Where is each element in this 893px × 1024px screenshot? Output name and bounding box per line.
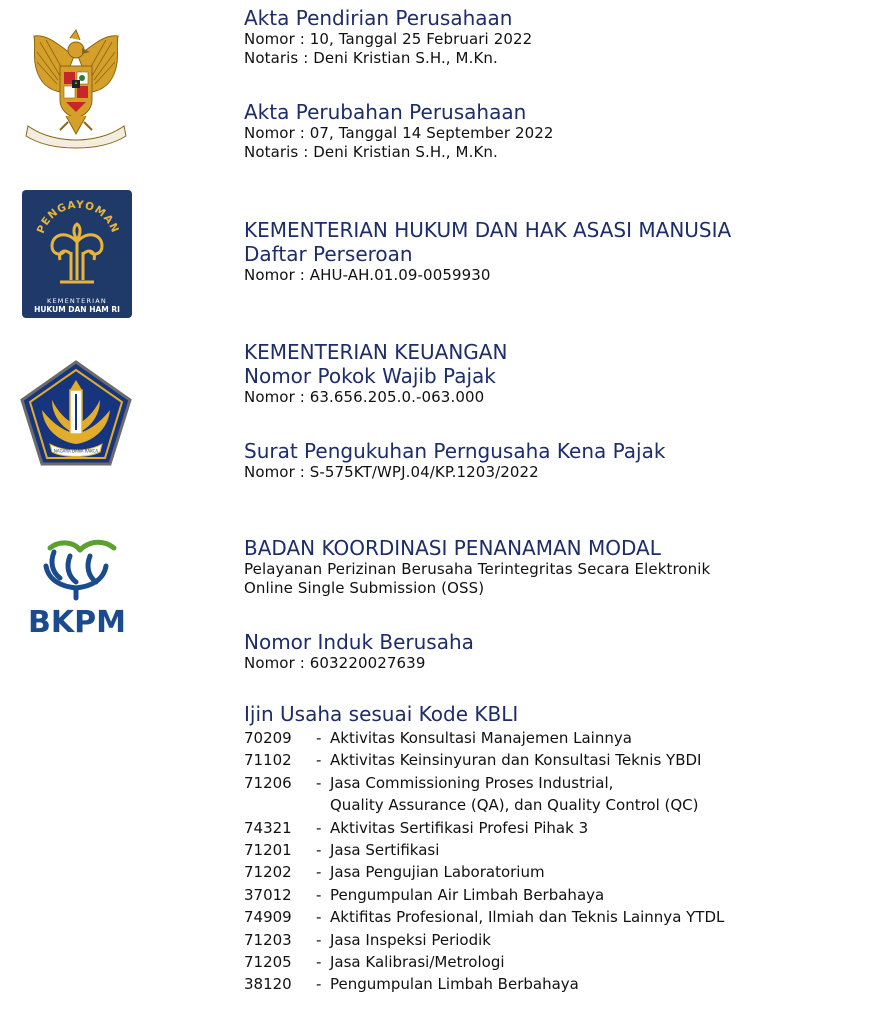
- kemenkumham-subtitle: Daftar Perseroan: [244, 242, 413, 266]
- kemenkumham-title: KEMENTERIAN HUKUM DAN HAK ASASI MANUSIA: [244, 218, 732, 242]
- kbli-code: 71102: [244, 751, 292, 770]
- kbli-item: [244, 772, 724, 794]
- kbli-item: [244, 861, 724, 883]
- akta-perubahan-title: Akta Perubahan Perusahaan: [244, 100, 527, 124]
- svg-text:NAGARA DANA RAKCA: NAGARA DANA RAKCA: [53, 448, 99, 454]
- svg-text:KEMENTERIAN: KEMENTERIAN: [47, 297, 107, 305]
- svg-text:HUKUM DAN HAM RI: HUKUM DAN HAM RI: [34, 305, 120, 314]
- bkpm-line2: Online Single Submission (OSS): [244, 579, 485, 597]
- kemenkumham-section: [244, 218, 731, 285]
- pkp-title: Surat Pengukuhan Perngusaha Kena Pajak: [244, 439, 666, 463]
- kbli-item: [244, 839, 724, 861]
- kbli-desc: Aktivitas Keinsinyuran dan Konsultasi Teknis YBDI: [330, 751, 702, 770]
- bkpm-line1: Pelayanan Perizinan Berusaha Terintegritas Secara Elektronik: [244, 560, 711, 578]
- kemenkumham-nomor: Nomor : AHU-AH.01.09-0059930: [244, 266, 491, 284]
- kbli-item: [244, 973, 724, 995]
- kbli-desc: Jasa Kalibrasi/Metrologi: [330, 953, 505, 972]
- kbli-dash: -: [316, 773, 322, 792]
- bkpm-section: [244, 536, 710, 598]
- kbli-item: [244, 727, 724, 749]
- garuda-pancasila-logo: [20, 26, 132, 150]
- kbli-section: [244, 702, 724, 996]
- kbli-dash: -: [316, 729, 322, 747]
- akta-perubahan-notaris: Notaris : Deni Kristian S.H., M.Kn.: [244, 143, 498, 161]
- kbli-code: 71205: [244, 953, 292, 972]
- kbli-desc: Aktivitas Konsultasi Manajemen Lainnya: [330, 729, 632, 747]
- kbli-desc: Aktivitas Sertifikasi Profesi Pihak 3: [330, 818, 589, 837]
- akta-pendirian-notaris: Notaris : Deni Kristian S.H., M.Kn.: [244, 49, 498, 67]
- kbli-dash: -: [316, 818, 322, 837]
- pkp-section: [244, 439, 665, 482]
- bkpm-logo: [20, 538, 134, 634]
- kbli-code: 71203: [244, 930, 292, 949]
- kbli-item: [244, 951, 724, 973]
- kbli-code: 70209: [244, 729, 292, 747]
- nib-title: Nomor Induk Berusaha: [244, 630, 474, 654]
- kbli-desc: Jasa Commissioning Proses Industrial,: [330, 773, 614, 792]
- kbli-item: [244, 906, 724, 928]
- bkpm-title: BADAN KOORDINASI PENANAMAN MODAL: [244, 536, 661, 560]
- akta-pendirian-nomor: Nomor : 10, Tanggal 25 Februari 2022: [244, 30, 533, 48]
- kbli-item: [244, 929, 724, 951]
- kemenkumham-logo: [22, 190, 132, 318]
- svg-text:PENGAYOMAN: PENGAYOMAN: [34, 198, 122, 236]
- nib-section: [244, 630, 474, 673]
- kbli-title: Ijin Usaha sesuai Kode KBLI: [244, 702, 519, 726]
- kbli-dash: -: [316, 885, 322, 904]
- kbli-code: 38120: [244, 975, 292, 994]
- kbli-desc-continuation: Quality Assurance (QA), dan Quality Control (QC): [330, 796, 699, 815]
- kbli-dash: -: [316, 908, 322, 927]
- kbli-item: [244, 884, 724, 906]
- kbli-desc: Pengumpulan Limbah Berbahaya: [330, 975, 579, 994]
- kbli-item: [244, 817, 724, 839]
- kemenkeu-section: [244, 340, 507, 407]
- kemenkeu-subtitle: Nomor Pokok Wajib Pajak: [244, 364, 496, 388]
- kbli-code: 71201: [244, 841, 292, 860]
- kbli-code: 37012: [244, 885, 292, 904]
- kbli-code: 71206: [244, 773, 292, 792]
- kbli-dash: -: [316, 975, 322, 994]
- kbli-code: 74909: [244, 908, 292, 927]
- kbli-code: 71202: [244, 863, 292, 882]
- kbli-list: [244, 727, 724, 996]
- kbli-dash: -: [316, 751, 322, 770]
- akta-pendirian-title: Akta Pendirian Perusahaan: [244, 6, 513, 30]
- kbli-dash: -: [316, 953, 322, 972]
- kemenkeu-nomor: Nomor : 63.656.205.0.-063.000: [244, 388, 485, 406]
- kbli-dash: -: [316, 863, 322, 882]
- kemenkeu-logo: [20, 360, 132, 468]
- kbli-desc: Jasa Pengujian Laboratorium: [330, 863, 545, 882]
- kbli-dash: -: [316, 841, 322, 860]
- kbli-desc: Jasa Sertifikasi: [330, 841, 440, 860]
- kbli-dash: -: [316, 930, 322, 949]
- kbli-desc: Jasa Inspeksi Periodik: [330, 930, 491, 949]
- kbli-desc: Pengumpulan Air Limbah Berbahaya: [330, 885, 605, 904]
- kbli-item: [244, 749, 724, 771]
- pkp-nomor: Nomor : S-575KT/WPJ.04/KP.1203/2022: [244, 463, 539, 481]
- nib-nomor: Nomor : 603220027639: [244, 654, 426, 672]
- akta-pendirian-section: [244, 6, 532, 68]
- svg-text:BKPM: BKPM: [28, 605, 126, 634]
- kbli-desc: Aktifitas Profesional, Ilmiah dan Teknis Lainnya YTDL: [330, 908, 725, 927]
- kemenkeu-title: KEMENTERIAN KEUANGAN: [244, 340, 508, 364]
- kbli-code: 74321: [244, 818, 292, 837]
- akta-perubahan-section: [244, 100, 554, 162]
- akta-perubahan-nomor: Nomor : 07, Tanggal 14 September 2022: [244, 124, 554, 142]
